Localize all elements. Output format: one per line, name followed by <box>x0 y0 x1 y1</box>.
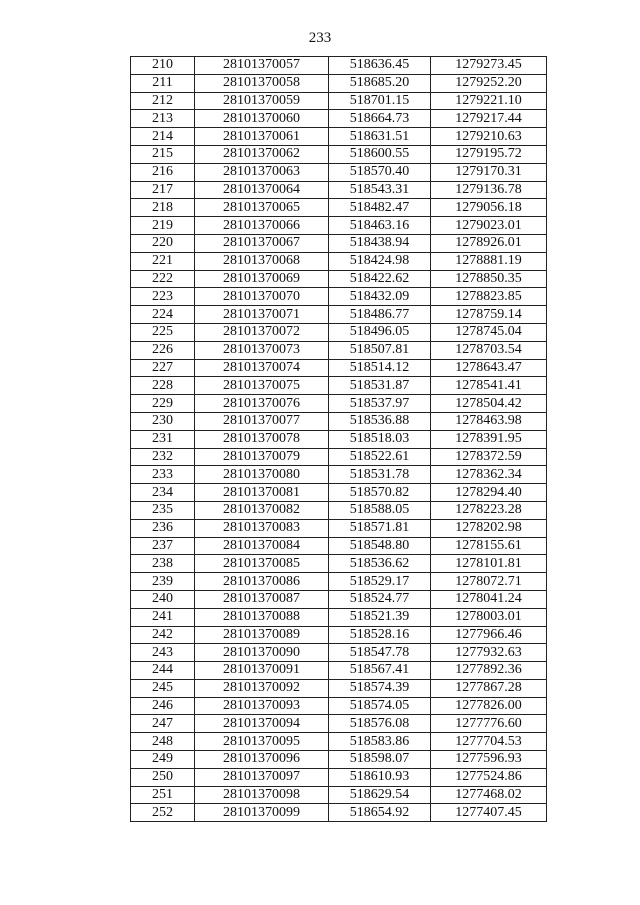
point-number-cell: 249 <box>131 751 195 769</box>
table-row <box>131 74 547 92</box>
table-row <box>131 608 547 626</box>
x-coordinate-cell: 518438.94 <box>329 234 431 252</box>
y-coordinate-cell: 1278926.01 <box>431 234 547 252</box>
x-coordinate-cell: 518571.81 <box>329 519 431 537</box>
y-coordinate-cell: 1278372.59 <box>431 448 547 466</box>
y-coordinate-cell: 1278041.24 <box>431 590 547 608</box>
cadastral-id-cell: 28101370091 <box>195 662 329 680</box>
table-row <box>131 92 547 110</box>
x-coordinate-cell: 518522.61 <box>329 448 431 466</box>
cadastral-id-cell: 28101370083 <box>195 519 329 537</box>
table-row <box>131 519 547 537</box>
y-coordinate-cell: 1277704.53 <box>431 733 547 751</box>
table-row <box>131 341 547 359</box>
x-coordinate-cell: 518422.62 <box>329 270 431 288</box>
point-number-cell: 248 <box>131 733 195 751</box>
point-number-cell: 240 <box>131 590 195 608</box>
cadastral-id-cell: 28101370076 <box>195 395 329 413</box>
cadastral-id-cell: 28101370094 <box>195 715 329 733</box>
x-coordinate-cell: 518600.55 <box>329 145 431 163</box>
table-row <box>131 288 547 306</box>
point-number-cell: 224 <box>131 306 195 324</box>
table-row <box>131 501 547 519</box>
table-row <box>131 662 547 680</box>
point-number-cell: 233 <box>131 466 195 484</box>
cadastral-id-cell: 28101370070 <box>195 288 329 306</box>
cadastral-id-cell: 28101370067 <box>195 234 329 252</box>
y-coordinate-cell: 1279056.18 <box>431 199 547 217</box>
table-row <box>131 466 547 484</box>
point-number-cell: 243 <box>131 644 195 662</box>
point-number-cell: 229 <box>131 395 195 413</box>
x-coordinate-cell: 518482.47 <box>329 199 431 217</box>
point-number-cell: 250 <box>131 768 195 786</box>
y-coordinate-cell: 1277596.93 <box>431 751 547 769</box>
cadastral-id-cell: 28101370073 <box>195 341 329 359</box>
x-coordinate-cell: 518486.77 <box>329 306 431 324</box>
x-coordinate-cell: 518685.20 <box>329 74 431 92</box>
point-number-cell: 221 <box>131 252 195 270</box>
cadastral-id-cell: 28101370082 <box>195 501 329 519</box>
cadastral-id-cell: 28101370097 <box>195 768 329 786</box>
cadastral-id-cell: 28101370095 <box>195 733 329 751</box>
y-coordinate-cell: 1278759.14 <box>431 306 547 324</box>
point-number-cell: 220 <box>131 234 195 252</box>
y-coordinate-cell: 1278703.54 <box>431 341 547 359</box>
point-number-cell: 252 <box>131 804 195 822</box>
table-row <box>131 252 547 270</box>
x-coordinate-cell: 518570.40 <box>329 163 431 181</box>
table-row <box>131 573 547 591</box>
cadastral-id-cell: 28101370058 <box>195 74 329 92</box>
x-coordinate-cell: 518531.87 <box>329 377 431 395</box>
table-row <box>131 555 547 573</box>
y-coordinate-cell: 1279221.10 <box>431 92 547 110</box>
x-coordinate-cell: 518531.78 <box>329 466 431 484</box>
cadastral-id-cell: 28101370084 <box>195 537 329 555</box>
point-number-cell: 241 <box>131 608 195 626</box>
point-number-cell: 239 <box>131 573 195 591</box>
y-coordinate-cell: 1278541.41 <box>431 377 547 395</box>
x-coordinate-cell: 518664.73 <box>329 110 431 128</box>
table-row <box>131 395 547 413</box>
table-row <box>131 412 547 430</box>
cadastral-id-cell: 28101370074 <box>195 359 329 377</box>
point-number-cell: 235 <box>131 501 195 519</box>
point-number-cell: 244 <box>131 662 195 680</box>
point-number-cell: 251 <box>131 786 195 804</box>
table-row <box>131 163 547 181</box>
point-number-cell: 213 <box>131 110 195 128</box>
point-number-cell: 214 <box>131 128 195 146</box>
cadastral-id-cell: 28101370057 <box>195 57 329 75</box>
y-coordinate-cell: 1279252.20 <box>431 74 547 92</box>
table-body <box>131 57 547 822</box>
cadastral-id-cell: 28101370059 <box>195 92 329 110</box>
point-number-cell: 242 <box>131 626 195 644</box>
x-coordinate-cell: 518598.07 <box>329 751 431 769</box>
x-coordinate-cell: 518547.78 <box>329 644 431 662</box>
table-row <box>131 145 547 163</box>
table-row <box>131 217 547 235</box>
cadastral-id-cell: 28101370089 <box>195 626 329 644</box>
point-number-cell: 227 <box>131 359 195 377</box>
cadastral-id-cell: 28101370060 <box>195 110 329 128</box>
y-coordinate-cell: 1278362.34 <box>431 466 547 484</box>
point-number-cell: 219 <box>131 217 195 235</box>
coordinates-table <box>130 56 547 822</box>
point-number-cell: 216 <box>131 163 195 181</box>
table-row <box>131 323 547 341</box>
cadastral-id-cell: 28101370066 <box>195 217 329 235</box>
cadastral-id-cell: 28101370085 <box>195 555 329 573</box>
cadastral-id-cell: 28101370081 <box>195 484 329 502</box>
cadastral-id-cell: 28101370080 <box>195 466 329 484</box>
cadastral-id-cell: 28101370090 <box>195 644 329 662</box>
y-coordinate-cell: 1278823.85 <box>431 288 547 306</box>
cadastral-id-cell: 28101370099 <box>195 804 329 822</box>
y-coordinate-cell: 1279210.63 <box>431 128 547 146</box>
y-coordinate-cell: 1279273.45 <box>431 57 547 75</box>
cadastral-id-cell: 28101370096 <box>195 751 329 769</box>
table-row <box>131 306 547 324</box>
y-coordinate-cell: 1277776.60 <box>431 715 547 733</box>
table-row <box>131 733 547 751</box>
y-coordinate-cell: 1279170.31 <box>431 163 547 181</box>
table-row <box>131 644 547 662</box>
point-number-cell: 232 <box>131 448 195 466</box>
x-coordinate-cell: 518576.08 <box>329 715 431 733</box>
x-coordinate-cell: 518543.31 <box>329 181 431 199</box>
table-row <box>131 804 547 822</box>
x-coordinate-cell: 518636.45 <box>329 57 431 75</box>
table-row <box>131 128 547 146</box>
x-coordinate-cell: 518548.80 <box>329 537 431 555</box>
y-coordinate-cell: 1278881.19 <box>431 252 547 270</box>
table-row <box>131 377 547 395</box>
cadastral-id-cell: 28101370071 <box>195 306 329 324</box>
cadastral-id-cell: 28101370069 <box>195 270 329 288</box>
table-row <box>131 751 547 769</box>
table-row <box>131 484 547 502</box>
point-number-cell: 222 <box>131 270 195 288</box>
point-number-cell: 234 <box>131 484 195 502</box>
x-coordinate-cell: 518507.81 <box>329 341 431 359</box>
point-number-cell: 230 <box>131 412 195 430</box>
x-coordinate-cell: 518537.97 <box>329 395 431 413</box>
table-row <box>131 715 547 733</box>
y-coordinate-cell: 1279195.72 <box>431 145 547 163</box>
table-row <box>131 199 547 217</box>
point-number-cell: 245 <box>131 679 195 697</box>
table-row <box>131 697 547 715</box>
table-row <box>131 786 547 804</box>
y-coordinate-cell: 1278202.98 <box>431 519 547 537</box>
x-coordinate-cell: 518570.82 <box>329 484 431 502</box>
cadastral-id-cell: 28101370079 <box>195 448 329 466</box>
cadastral-id-cell: 28101370072 <box>195 323 329 341</box>
y-coordinate-cell: 1278745.04 <box>431 323 547 341</box>
y-coordinate-cell: 1278101.81 <box>431 555 547 573</box>
x-coordinate-cell: 518574.39 <box>329 679 431 697</box>
point-number-cell: 231 <box>131 430 195 448</box>
point-number-cell: 247 <box>131 715 195 733</box>
point-number-cell: 218 <box>131 199 195 217</box>
point-number-cell: 211 <box>131 74 195 92</box>
cadastral-id-cell: 28101370062 <box>195 145 329 163</box>
x-coordinate-cell: 518496.05 <box>329 323 431 341</box>
y-coordinate-cell: 1278223.28 <box>431 501 547 519</box>
cadastral-id-cell: 28101370064 <box>195 181 329 199</box>
cadastral-id-cell: 28101370093 <box>195 697 329 715</box>
cadastral-id-cell: 28101370063 <box>195 163 329 181</box>
x-coordinate-cell: 518629.54 <box>329 786 431 804</box>
y-coordinate-cell: 1278003.01 <box>431 608 547 626</box>
cadastral-id-cell: 28101370075 <box>195 377 329 395</box>
point-number-cell: 215 <box>131 145 195 163</box>
x-coordinate-cell: 518588.05 <box>329 501 431 519</box>
x-coordinate-cell: 518528.16 <box>329 626 431 644</box>
x-coordinate-cell: 518424.98 <box>329 252 431 270</box>
table-row <box>131 590 547 608</box>
table-row <box>131 110 547 128</box>
y-coordinate-cell: 1277932.63 <box>431 644 547 662</box>
point-number-cell: 212 <box>131 92 195 110</box>
point-number-cell: 217 <box>131 181 195 199</box>
x-coordinate-cell: 518567.41 <box>329 662 431 680</box>
x-coordinate-cell: 518701.15 <box>329 92 431 110</box>
cadastral-id-cell: 28101370068 <box>195 252 329 270</box>
point-number-cell: 237 <box>131 537 195 555</box>
table-row <box>131 57 547 75</box>
table-row <box>131 537 547 555</box>
x-coordinate-cell: 518610.93 <box>329 768 431 786</box>
y-coordinate-cell: 1278850.35 <box>431 270 547 288</box>
point-number-cell: 210 <box>131 57 195 75</box>
cadastral-id-cell: 28101370078 <box>195 430 329 448</box>
cadastral-id-cell: 28101370077 <box>195 412 329 430</box>
x-coordinate-cell: 518583.86 <box>329 733 431 751</box>
y-coordinate-cell: 1278391.95 <box>431 430 547 448</box>
cadastral-id-cell: 28101370092 <box>195 679 329 697</box>
point-number-cell: 236 <box>131 519 195 537</box>
table-row <box>131 430 547 448</box>
x-coordinate-cell: 518521.39 <box>329 608 431 626</box>
point-number-cell: 225 <box>131 323 195 341</box>
y-coordinate-cell: 1277524.86 <box>431 768 547 786</box>
cadastral-id-cell: 28101370061 <box>195 128 329 146</box>
y-coordinate-cell: 1278504.42 <box>431 395 547 413</box>
point-number-cell: 246 <box>131 697 195 715</box>
y-coordinate-cell: 1279136.78 <box>431 181 547 199</box>
cadastral-id-cell: 28101370065 <box>195 199 329 217</box>
table-row <box>131 359 547 377</box>
x-coordinate-cell: 518463.16 <box>329 217 431 235</box>
x-coordinate-cell: 518574.05 <box>329 697 431 715</box>
point-number-cell: 238 <box>131 555 195 573</box>
y-coordinate-cell: 1279023.01 <box>431 217 547 235</box>
table-row <box>131 768 547 786</box>
y-coordinate-cell: 1277966.46 <box>431 626 547 644</box>
y-coordinate-cell: 1277826.00 <box>431 697 547 715</box>
y-coordinate-cell: 1279217.44 <box>431 110 547 128</box>
x-coordinate-cell: 518524.77 <box>329 590 431 608</box>
table-row <box>131 679 547 697</box>
y-coordinate-cell: 1278294.40 <box>431 484 547 502</box>
table-row <box>131 270 547 288</box>
y-coordinate-cell: 1278155.61 <box>431 537 547 555</box>
y-coordinate-cell: 1278072.71 <box>431 573 547 591</box>
y-coordinate-cell: 1277407.45 <box>431 804 547 822</box>
point-number-cell: 226 <box>131 341 195 359</box>
cadastral-id-cell: 28101370088 <box>195 608 329 626</box>
y-coordinate-cell: 1277867.28 <box>431 679 547 697</box>
y-coordinate-cell: 1277892.36 <box>431 662 547 680</box>
y-coordinate-cell: 1278463.98 <box>431 412 547 430</box>
x-coordinate-cell: 518518.03 <box>329 430 431 448</box>
table-row <box>131 448 547 466</box>
y-coordinate-cell: 1278643.47 <box>431 359 547 377</box>
x-coordinate-cell: 518432.09 <box>329 288 431 306</box>
table-row <box>131 234 547 252</box>
page-number: 233 <box>308 30 332 46</box>
x-coordinate-cell: 518529.17 <box>329 573 431 591</box>
x-coordinate-cell: 518536.62 <box>329 555 431 573</box>
point-number-cell: 228 <box>131 377 195 395</box>
x-coordinate-cell: 518514.12 <box>329 359 431 377</box>
cadastral-id-cell: 28101370098 <box>195 786 329 804</box>
table-row <box>131 626 547 644</box>
cadastral-id-cell: 28101370086 <box>195 573 329 591</box>
x-coordinate-cell: 518654.92 <box>329 804 431 822</box>
point-number-cell: 223 <box>131 288 195 306</box>
y-coordinate-cell: 1277468.02 <box>431 786 547 804</box>
table-row <box>131 181 547 199</box>
x-coordinate-cell: 518536.88 <box>329 412 431 430</box>
cadastral-id-cell: 28101370087 <box>195 590 329 608</box>
x-coordinate-cell: 518631.51 <box>329 128 431 146</box>
